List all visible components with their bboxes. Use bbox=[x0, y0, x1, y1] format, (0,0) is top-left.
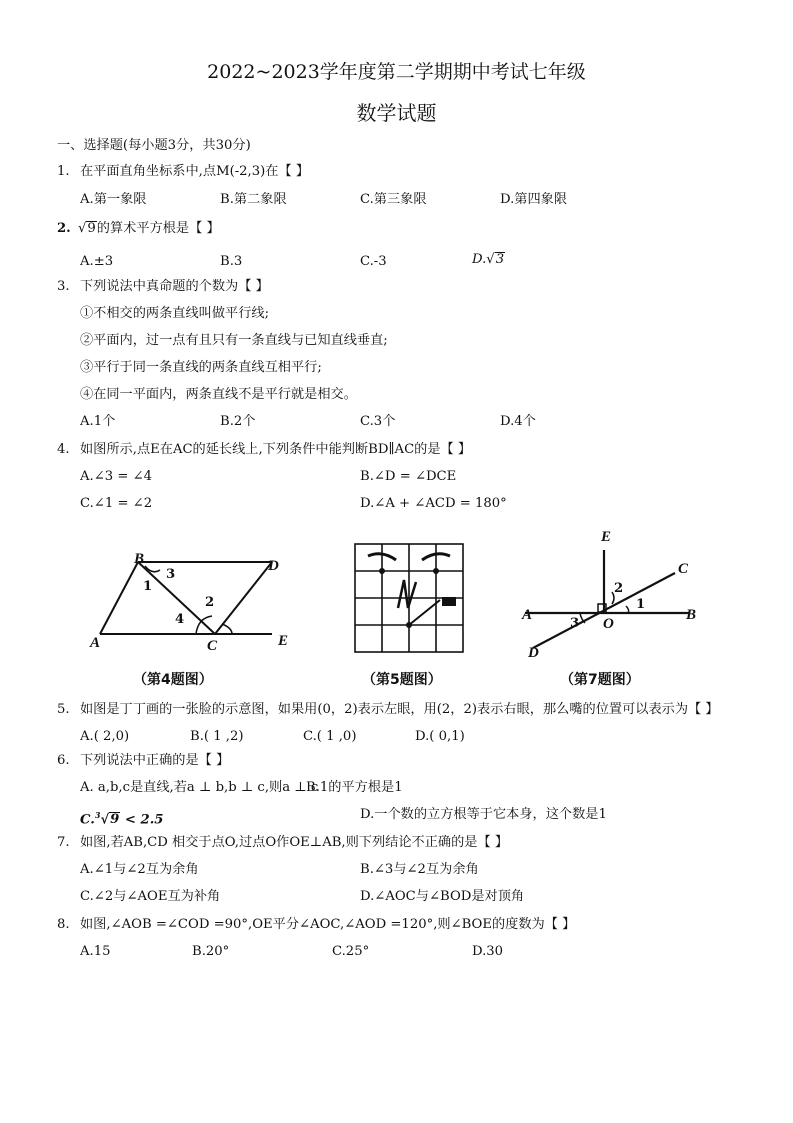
q5-stem: 如图是丁丁画的一张脸的示意图，如果用(0，2)表示左眼，用(2，2)表示右眼，那么嘴的位置可以表示为【 】 bbox=[80, 702, 719, 717]
fig7-label-E: E bbox=[601, 529, 612, 545]
q8-number: 8. bbox=[57, 917, 70, 932]
fig7-angle-3: 3 bbox=[570, 616, 580, 631]
q2-option-d: D.√3 bbox=[472, 252, 505, 267]
q7-option-a: A.∠1与∠2互为余角 bbox=[80, 862, 199, 877]
q4-option-c: C.∠1 = ∠2 bbox=[80, 496, 153, 511]
q8-option-d: D.30 bbox=[472, 944, 504, 959]
q5-number: 5. bbox=[57, 702, 70, 717]
fig4-label-B: B bbox=[134, 551, 145, 567]
fig7-caption: （第7题图） bbox=[560, 672, 640, 688]
sqrt-icon: √ bbox=[100, 812, 110, 828]
fig4-angle-3: 3 bbox=[166, 567, 176, 582]
exam-subtitle: 数学试题 bbox=[356, 101, 437, 125]
q3-option-b: B.2个 bbox=[220, 414, 256, 429]
fig4-label-E: E bbox=[278, 633, 289, 649]
q1-option-c: C.第三象限 bbox=[360, 192, 427, 207]
q1-stem: 在平面直角坐标系中,点M(-2,3)在【 】 bbox=[80, 164, 310, 179]
section-heading: 一、选择题(每小题3分，共30分) bbox=[57, 138, 251, 153]
q3-statement-1: ①不相交的两条直线叫做平行线; bbox=[80, 306, 270, 321]
fig4-angle-2: 2 bbox=[205, 595, 215, 610]
fig7-label-A: A bbox=[522, 607, 533, 623]
fig4-angle-1: 1 bbox=[143, 579, 153, 594]
q4-stem: 如图所示,点E在AC的延长线上,下列条件中能判断BD∥AC的是【 】 bbox=[80, 442, 472, 457]
sqrt-icon: √ bbox=[78, 221, 87, 236]
q3-stem: 下列说法中真命题的个数为【 】 bbox=[80, 279, 269, 294]
q7-option-c: C.∠2与∠AOE互为补角 bbox=[80, 889, 221, 904]
fig7-label-D: D bbox=[528, 645, 539, 661]
q3-statement-4: ④在同一平面内，两条直线不是平行就是相交。 bbox=[80, 387, 357, 402]
fig7-angle-1: 1 bbox=[636, 597, 646, 612]
q2-stem-line bbox=[78, 220, 220, 238]
q8-option-b: B.20° bbox=[192, 944, 230, 959]
fig7-label-B: B bbox=[686, 607, 697, 623]
q3-statement-3: ③平行于同一条直线的两条直线互相平行; bbox=[80, 360, 322, 375]
q7-stem: 如图,若AB,CD 相交于点O,过点O作OE⊥AB,则下列结论不正确的是【 】 bbox=[80, 835, 509, 850]
q3-option-d: D.4个 bbox=[500, 414, 536, 429]
q1-option-d: D.第四象限 bbox=[500, 192, 568, 207]
q2-option-c: C.-3 bbox=[360, 254, 387, 269]
q3-option-a: A.1个 bbox=[80, 414, 116, 429]
q6-number: 6. bbox=[57, 753, 70, 768]
q2-option-a: A.±3 bbox=[80, 254, 114, 269]
q2-stem: 的算术平方根是【 】 bbox=[96, 221, 220, 236]
fig4-label-D: D bbox=[268, 558, 279, 574]
fig7-label-O: O bbox=[603, 616, 614, 632]
q6-option-a: A. a,b,c是直线,若a ⊥ b,b ⊥ c,则a ⊥ c bbox=[80, 780, 319, 795]
q1-option-a: A.第一象限 bbox=[80, 192, 147, 207]
q3-option-c: C.3个 bbox=[360, 414, 396, 429]
q8-option-a: A.15 bbox=[80, 944, 111, 959]
fig7-label-C: C bbox=[678, 561, 689, 577]
q5-option-a: A.( 2,0) bbox=[80, 729, 130, 744]
q4-option-b: B.∠D = ∠DCE bbox=[360, 469, 457, 484]
q7-option-d: D.∠AOC与∠BOD是对顶角 bbox=[360, 889, 525, 904]
q4-number: 4. bbox=[57, 442, 70, 457]
q2-number: 2. bbox=[57, 221, 71, 236]
fig4-label-A: A bbox=[90, 635, 101, 651]
figures-row bbox=[0, 520, 793, 695]
q4-option-a: A.∠3 = ∠4 bbox=[80, 469, 153, 484]
q6-option-d: D.一个数的立方根等于它本身，这个数是1 bbox=[360, 807, 607, 822]
q8-option-c: C.25° bbox=[332, 944, 370, 959]
q5-option-d: D.( 0,1) bbox=[415, 729, 465, 744]
q1-number: 1. bbox=[57, 164, 70, 179]
sqrt-icon: √ bbox=[486, 252, 495, 267]
q5-option-b: B.( 1 ,2) bbox=[190, 729, 244, 744]
q6-option-c: C.$^3$√9 < 2.5 bbox=[80, 810, 164, 828]
q3-number: 3. bbox=[57, 279, 70, 294]
q7-number: 7. bbox=[57, 835, 70, 850]
q6-stem: 下列说法中正确的是【 】 bbox=[80, 753, 230, 768]
q3-statement-2: ②平面内，过一点有且只有一条直线与已知直线垂直; bbox=[80, 333, 388, 348]
q1-option-b: B.第二象限 bbox=[220, 192, 287, 207]
q8-stem: 如图,∠AOB =∠COD =90°,OE平分∠AOC,∠AOD =120°,则∠BOE的度数为【 】 bbox=[80, 917, 576, 932]
fig7-angle-2: 2 bbox=[614, 581, 624, 596]
q7-option-b: B.∠3与∠2互为余角 bbox=[360, 862, 479, 877]
q6-option-b: B.1的平方根是1 bbox=[306, 780, 403, 795]
exam-title: 2022~2023学年度第二学期期中考试七年级 bbox=[207, 61, 586, 83]
q2-radicand: 9 bbox=[87, 221, 96, 236]
q2-option-b: B.3 bbox=[220, 254, 243, 269]
q5-option-c: C.( 1 ,0) bbox=[303, 729, 357, 744]
q4-option-d: D.∠A + ∠ACD = 180° bbox=[360, 496, 507, 511]
fig4-angle-4: 4 bbox=[175, 612, 185, 627]
fig4-label-C: C bbox=[207, 638, 218, 654]
fig5-caption: （第5题图） bbox=[362, 672, 442, 688]
fig4-caption: （第4题图） bbox=[133, 672, 213, 688]
